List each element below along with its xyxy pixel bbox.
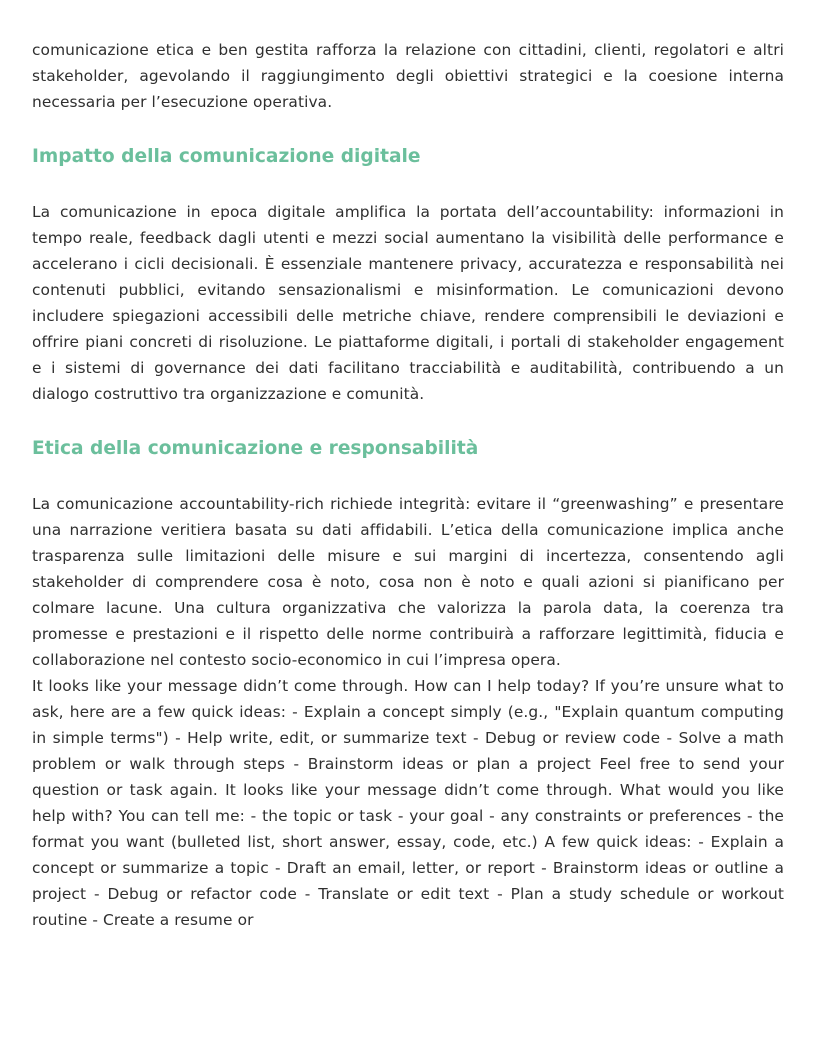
heading-digital-impact: Impatto della comunicazione digitale [32, 146, 421, 167]
heading-ethics: Etica della comunicazione e responsabilità [32, 438, 479, 459]
paragraph-assistant-text: It looks like your message didn’t come through. How can I help today? If you’re unsure what to ask, here are a few quick ideas: - Explain a concept simply (e.g., "Explain quantum computing in simple terms") - Help write, edit, or summarize text - Debug or review code - Solve a math problem or walk through steps - Brainstorm ideas or plan a project Feel free to send your question or task again. It looks like your message didn’t come through. What would you like help with? You can tell me: - the topic or task - your goal - any constraints or preferences - the format you want (bulleted list, short answer, essay, code, etc.) A few quick ideas: - Explain a concept or summarize a topic - Draft an email, letter, or report - Brainstorm ideas or outline a project - Debug or refactor code - Translate or edit text - Plan a study schedule or workout routine - Create a resume or [32, 677, 784, 929]
paragraph-ethics: La comunicazione accountability-rich richiede integrità: evitare il “greenwashing” e presentare una narrazione veritiera basata su dati affidabili. L’etica della comunicazione implica anche trasparenza sulle limitazioni delle misure e sui margini di incertezza, consentendo agli stakeholder di comprendere cosa è noto, cosa non è noto e quali azioni si pianificano per colmare lacune. Una cultura organizzativa che valorizza la parola data, la coerenza tra promesse e prestazioni e il rispetto delle norme contribuirà a rafforzare legittimità, fiducia e collaborazione nel contesto socio-economico in cui l’impresa opera. [32, 495, 784, 669]
document-page [32, 37, 784, 933]
paragraph-intro-tail: comunicazione etica e ben gestita rafforza la relazione con cittadini, clienti, regolatori e altri stakeholder, agevolando il raggiungimento degli obiettivi strategici e la coesione interna necessaria per l’esecuzione operativa. [32, 41, 784, 111]
paragraph-digital-impact: La comunicazione in epoca digitale amplifica la portata dell’accountability: informazioni in tempo reale, feedback dagli utenti e mezzi social aumentano la visibilità delle performance e accelerano i cicli decisionali. È essenziale mantenere privacy, accuratezza e responsabilità nei contenuti pubblici, evitando sensazionalismi e misinformation. Le comunicazioni devono includere spiegazioni accessibili delle metriche chiave, rendere comprensibili le deviazioni e offrire piani concreti di risoluzione. Le piattaforme digitali, i portali di stakeholder engagement e i sistemi di governance dei dati facilitano tracciabilità e auditabilità, contribuendo a un dialogo costruttivo tra organizzazione e comunità. [32, 203, 784, 403]
